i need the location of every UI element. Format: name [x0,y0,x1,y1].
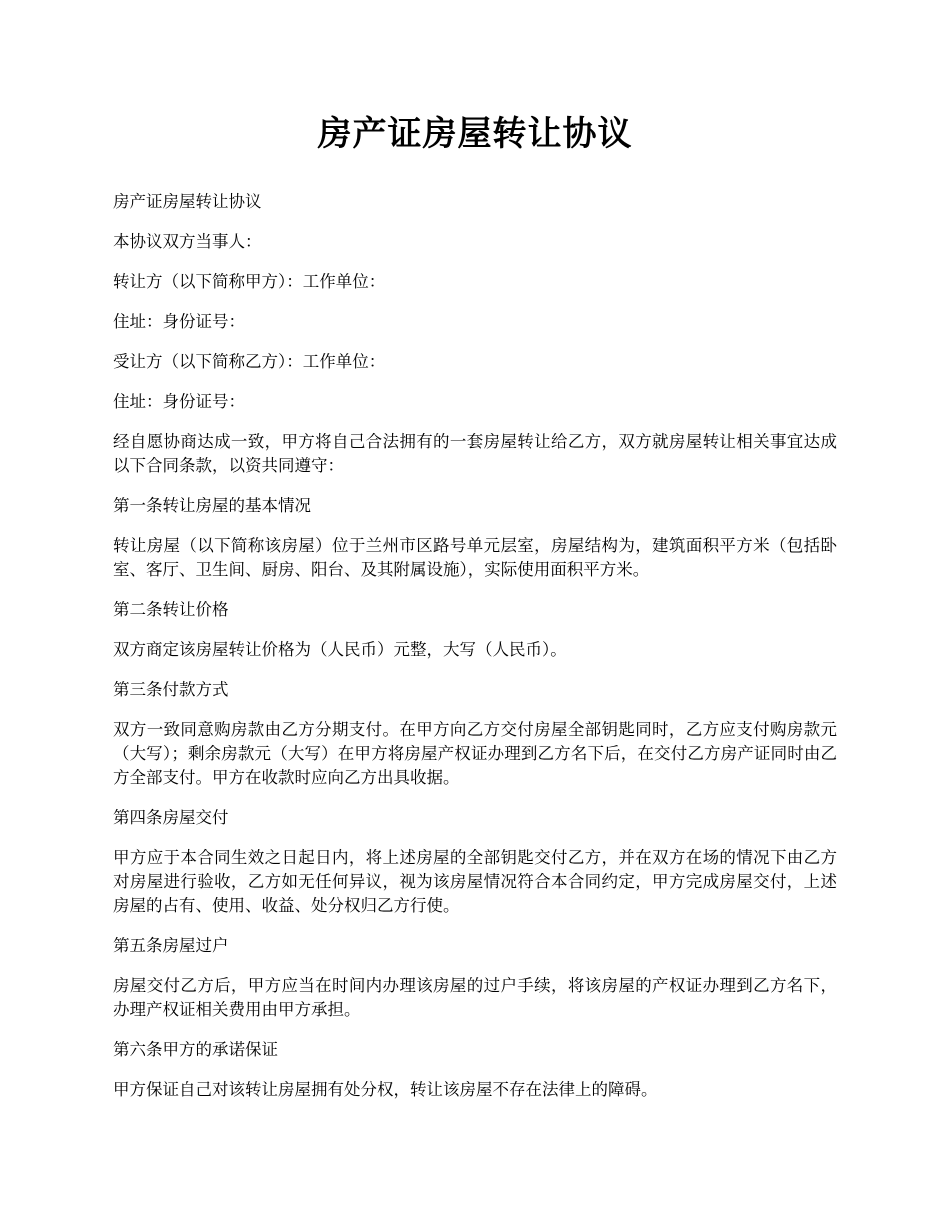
article-2-body: 双方商定该房屋转让价格为（人民币）元整，大写（人民币）。 [113,640,567,659]
party-b-line: 受让方（以下简称乙方）：工作单位： [113,352,386,371]
article-2-heading: 第二条转让价格 [113,600,229,619]
article-3-body: 双方一致同意购房款由乙方分期支付。在甲方向乙方交付房屋全部钥匙同时，乙方应支付购房款元（大写）；剩余房款元（大写）在甲方将房屋产权证办理到乙方名下后，在交付乙方房产证同时由乙方全部支付。甲方在收款时应向乙方出具收据。 [113,720,837,787]
document-title: 房产证房屋转让协议 [317,114,633,154]
article-3-heading: 第三条付款方式 [113,680,229,699]
article-6-body: 甲方保证自己对该转让房屋拥有处分权，转让该房屋不存在法律上的障碍。 [113,1080,658,1099]
article-4-heading: 第四条房屋交付 [113,808,229,827]
preamble-paragraph: 经自愿协商达成一致，甲方将自己合法拥有的一套房屋转让给乙方，双方就房屋转让相关事宜达成以下合同条款，以资共同遵守： [113,432,837,475]
article-5-body: 房屋交付乙方后，甲方应当在时间内办理该房屋的过户手续，将该房屋的产权证办理到乙方名下，办理产权证相关费用由甲方承担。 [113,976,837,1019]
party-a-address-line: 住址：身份证号： [113,312,245,331]
doc-subtitle: 房产证房屋转让协议 [113,192,262,211]
parties-intro: 本协议双方当事人： [113,232,262,251]
party-b-address-line: 住址：身份证号： [113,392,245,411]
article-6-heading: 第六条甲方的承诺保证 [113,1040,278,1059]
article-1-body: 转让房屋（以下简称该房屋）位于兰州市区路号单元层室，房屋结构为，建筑面积平方米（包括卧室、客厅、卫生间、厨房、阳台、及其附属设施），实际使用面积平方米。 [113,536,837,579]
document-body [113,190,837,1102]
party-a-line: 转让方（以下简称甲方）：工作单位： [113,272,386,291]
article-1-heading: 第一条转让房屋的基本情况 [113,496,311,515]
article-5-heading: 第五条房屋过户 [113,936,229,955]
article-4-body: 甲方应于本合同生效之日起日内，将上述房屋的全部钥匙交付乙方，并在双方在场的情况下由乙方对房屋进行验收，乙方如无任何异议，视为该房屋情况符合本合同约定，甲方完成房屋交付，上述房屋的占有、使用、收益、处分权归乙方行使。 [113,848,837,915]
